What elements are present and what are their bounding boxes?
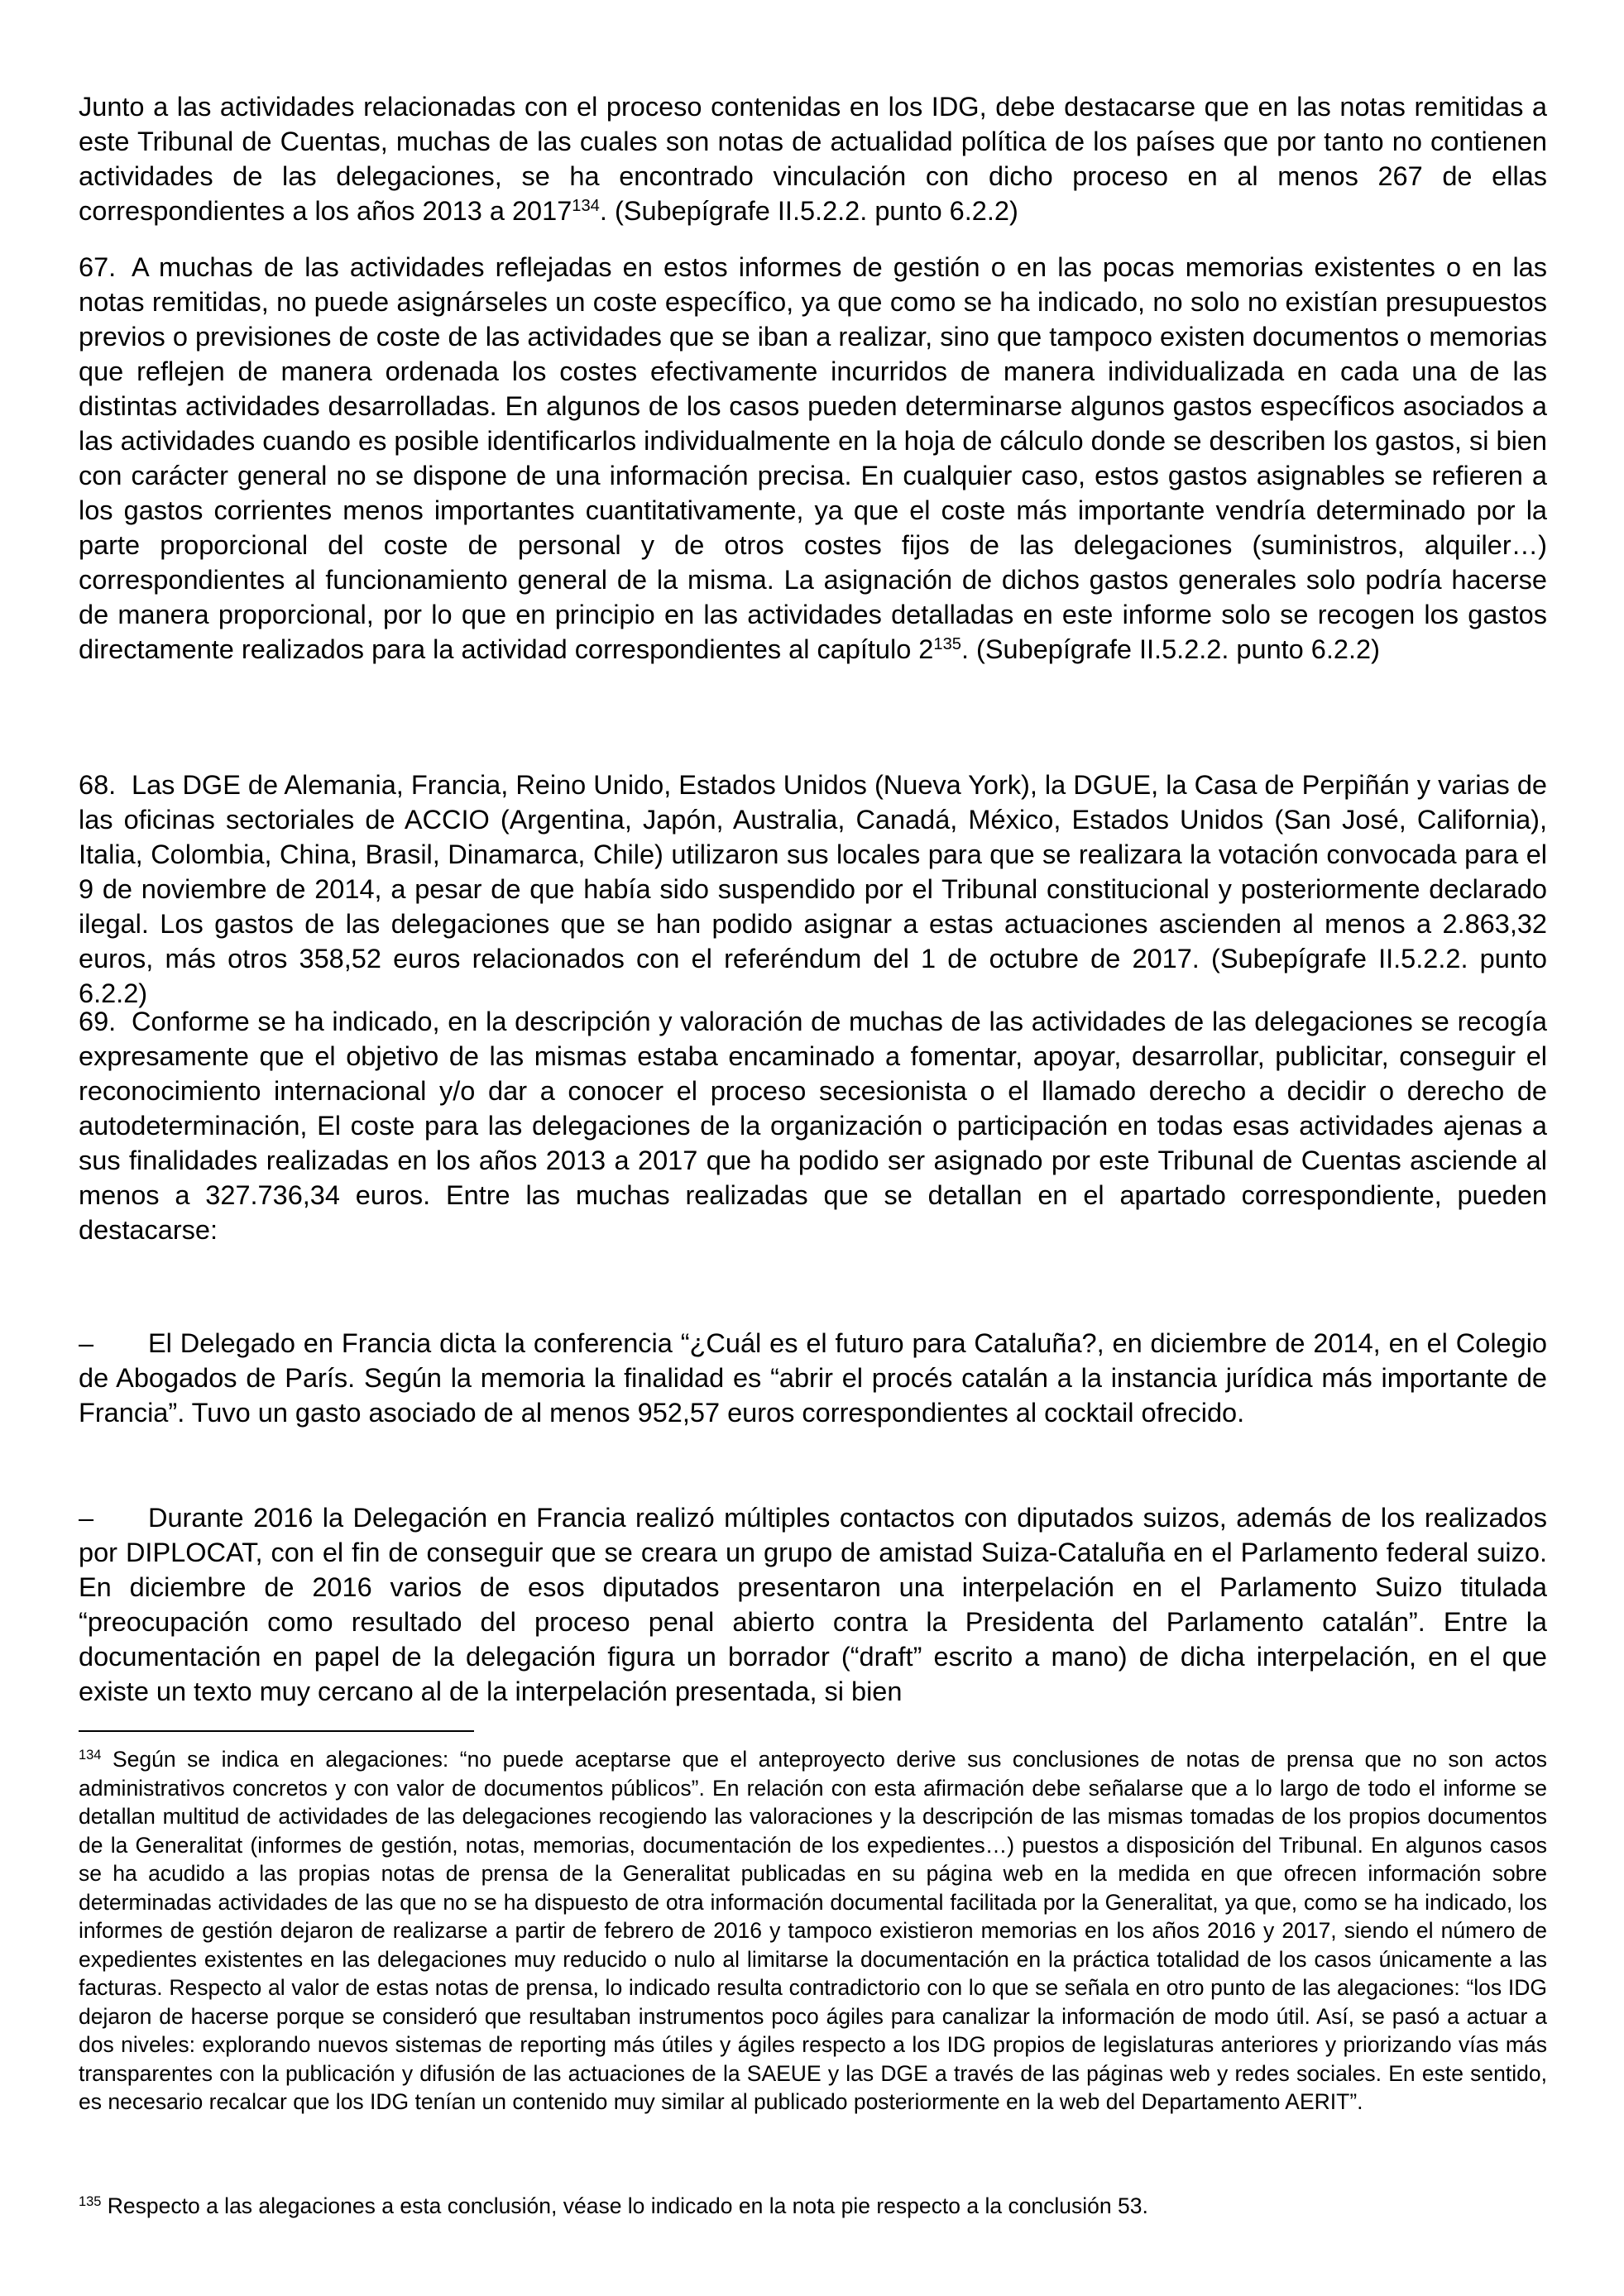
paragraph-number: 68. <box>79 770 117 800</box>
footnote-number: 134 <box>79 1747 102 1763</box>
paragraph-intro <box>79 89 1547 228</box>
paragraph-text: Las DGE de Alemania, Francia, Reino Unido, Estados Unidos (Nueva York), la DGUE, la Casa de Perpiñán y varias de las oficinas sectoriales de ACCIO (Argentina, Japón, Australia, Canadá, México, Estados Unidos (San José, California), Italia, Colombia, China, Brasil, Dinamarca, Chile) utilizaron sus locales para que se realizara la votación convocada para el 9 de noviembre de 2014, a pesar de que había sido suspendido por el Tribunal constitucional y posteriormente declarado ilegal. Los gastos de las delegaciones que se han podido asignar a estas actuaciones ascienden al menos a 2.863,32 euros, más otros 358,52 euros relacionados con el referéndum del 1 de octubre de 2017. (Subepígrafe II.5.2.2. punto 6.2.2) <box>79 770 1547 1008</box>
footnote-134 <box>79 1745 1547 2117</box>
paragraph-68 <box>79 768 1547 1011</box>
paragraph-tail: . (Subepígrafe II.5.2.2. punto 6.2.2) <box>599 196 1018 226</box>
footnote-ref-134[interactable]: 134 <box>572 196 600 215</box>
paragraph-text: A muchas de las actividades reflejadas en estos informes de gestión o en las pocas memorias existentes o en las notas remitidas, no puede asignárseles un coste específico, ya que como se ha indicado, no solo no existían presupuestos previos o previsiones de coste de las actividades que se iban a realizar, sino que tampoco existen documentos o memorias que reflejen de manera ordenada los costes efectivamente incurridos de manera individualizada en cada una de las distintas actividades desarrolladas. En algunos de los casos pueden determinarse algunos gastos específicos asociados a las actividades cuando es posible identificarlos individualmente en la hoja de cálculo donde se describen los gastos, si bien con carácter general no se dispone de una información precisa. En cualquier caso, estos gastos asignables se refieren a los gastos corrientes menos importantes cuantitativamente, ya que el coste más importante vendría determinado por la parte proporcional del coste de personal y de otros costes fijos de las delegaciones (suministros, alquiler…) correspondientes al funcionamiento general de la misma. La asignación de dichos gastos generales solo podría hacerse de manera proporcional, por lo que en principio en las actividades detalladas en este informe solo se recogen los gastos directamente realizados para la actividad correspondientes al capítulo 2 <box>79 252 1547 664</box>
footnote-text: Respecto a las alegaciones a esta conclusión, véase lo indicado en la nota pie respecto a la conclusión 53. <box>101 2193 1148 2218</box>
footnote-number: 135 <box>79 2193 102 2209</box>
bullet-item <box>79 1500 1547 1709</box>
paragraph-text: Conforme se ha indicado, en la descripción y valoración de muchas de las actividades de las delegaciones se recogía expresamente que el objetivo de las mismas estaba encaminado a fomentar, apoyar, desarrollar, publicitar, conseguir el reconocimiento internacional y/o dar a conocer el proceso secesionista o el llamado derecho a decidir o derecho de autodeterminación, El coste para las delegaciones de la organización o participación en todas esas actividades ajenas a sus finalidades realizadas en los años 2013 a 2017 que ha podido ser asignado por este Tribunal de Cuentas asciende al menos a 327.736,34 euros. Entre las muchas realizadas que se detallan en el apartado correspondiente, pueden destacarse: <box>79 1007 1547 1245</box>
paragraph-67 <box>79 250 1547 667</box>
footnote-text: Según se indica en alegaciones: “no puede aceptarse que el anteproyecto derive sus conclusiones de notas de prensa que no son actos administrativos concretos y con valor de documentos públicos”. En relación con esta afirmación debe señalarse que a lo largo de todo el informe se detallan multitud de actividades de las delegaciones recogiendo las valoraciones y la descripción de las mismas tomadas de los propios documentos de la Generalitat (informes de gestión, notas, memorias, documentación de los expedientes…) puestos a disposición del Tribunal. En algunos casos se ha acudido a las propias notas de prensa de la Generalitat publicadas en su página web en la medida en que ofrecen información sobre determinadas actividades de las que no se ha dispuesto de otra información documental facilitada por la Generalitat, ya que, como se ha indicado, los informes de gestión dejaron de realizarse a partir de febrero de 2016 y tampoco existieron memorias en los años 2016 y 2017, siendo el número de expedientes existentes en las delegaciones muy reducido o nulo al limitarse la documentación en la práctica totalidad de los casos únicamente a las facturas. Respecto al valor de estas notas de prensa, lo indicado resulta contradictorio con lo que se señala en otro punto de las alegaciones: “los IDG dejaron de hacerse porque se consideró que resultaban instrumentos poco ágiles para canalizar la información de modo útil. Así, se pasó a actuar a dos niveles: explorando nuevos sistemas de reporting más útiles y ágiles respecto a los IDG propios de legislaturas anteriores y priorizando vías más transparentes con la publicación y difusión de las actuaciones de la SAEUE y las DGE a través de las páginas web y redes sociales. En este sentido, es necesario recalcar que los IDG tenían un contenido muy similar al publicado posteriormente en la web del Departamento AERIT”. <box>79 1747 1547 2114</box>
paragraph-number: 69. <box>79 1007 117 1036</box>
dash-bullet-icon: – <box>79 1503 94 1533</box>
bullet-item <box>79 1326 1547 1430</box>
footnote-ref-135[interactable]: 135 <box>933 634 961 653</box>
footnote-135 <box>79 2192 1547 2221</box>
dash-bullet-icon: – <box>79 1328 94 1358</box>
bullet-text: El Delegado en Francia dicta la conferencia “¿Cuál es el futuro para Cataluña?, en diciembre de 2014, en el Colegio de Abogados de París. Según la memoria la finalidad es “abrir el procés catalán a la instancia jurídica más importante de Francia”. Tuvo un gasto asociado de al menos 952,57 euros correspondientes al cocktail ofrecido. <box>79 1328 1547 1428</box>
bullet-text: Durante 2016 la Delegación en Francia realizó múltiples contactos con diputados suizos, además de los realizados por DIPLOCAT, con el fin de conseguir que se creara un grupo de amistad Suiza-Cataluña en el Parlamento federal suizo. En diciembre de 2016 varios de esos diputados presentaron una interpelación en el Parlamento Suizo titulada “preocupación como resultado del proceso penal abierto contra la Presidenta del Parlamento catalán”. Entre la documentación en papel de la delegación figura un borrador (“draft” escrito a mano) de dicha interpelación, en el que existe un texto muy cercano al de la interpelación presentada, si bien <box>79 1503 1547 1706</box>
footnote-separator <box>79 1730 474 1732</box>
paragraph-69 <box>79 1004 1547 1247</box>
paragraph-tail: . (Subepígrafe II.5.2.2. punto 6.2.2) <box>961 634 1380 664</box>
paragraph-number: 67. <box>79 252 117 282</box>
paragraph-text: Junto a las actividades relacionadas con el proceso contenidas en los IDG, debe destacarse que en las notas remitidas a este Tribunal de Cuentas, muchas de las cuales son notas de actualidad política de los países que por tanto no contienen actividades de las delegaciones, se ha encontrado vinculación con dicho proceso en al menos 267 de ellas correspondientes a los años 2013 a 2017 <box>79 92 1547 226</box>
